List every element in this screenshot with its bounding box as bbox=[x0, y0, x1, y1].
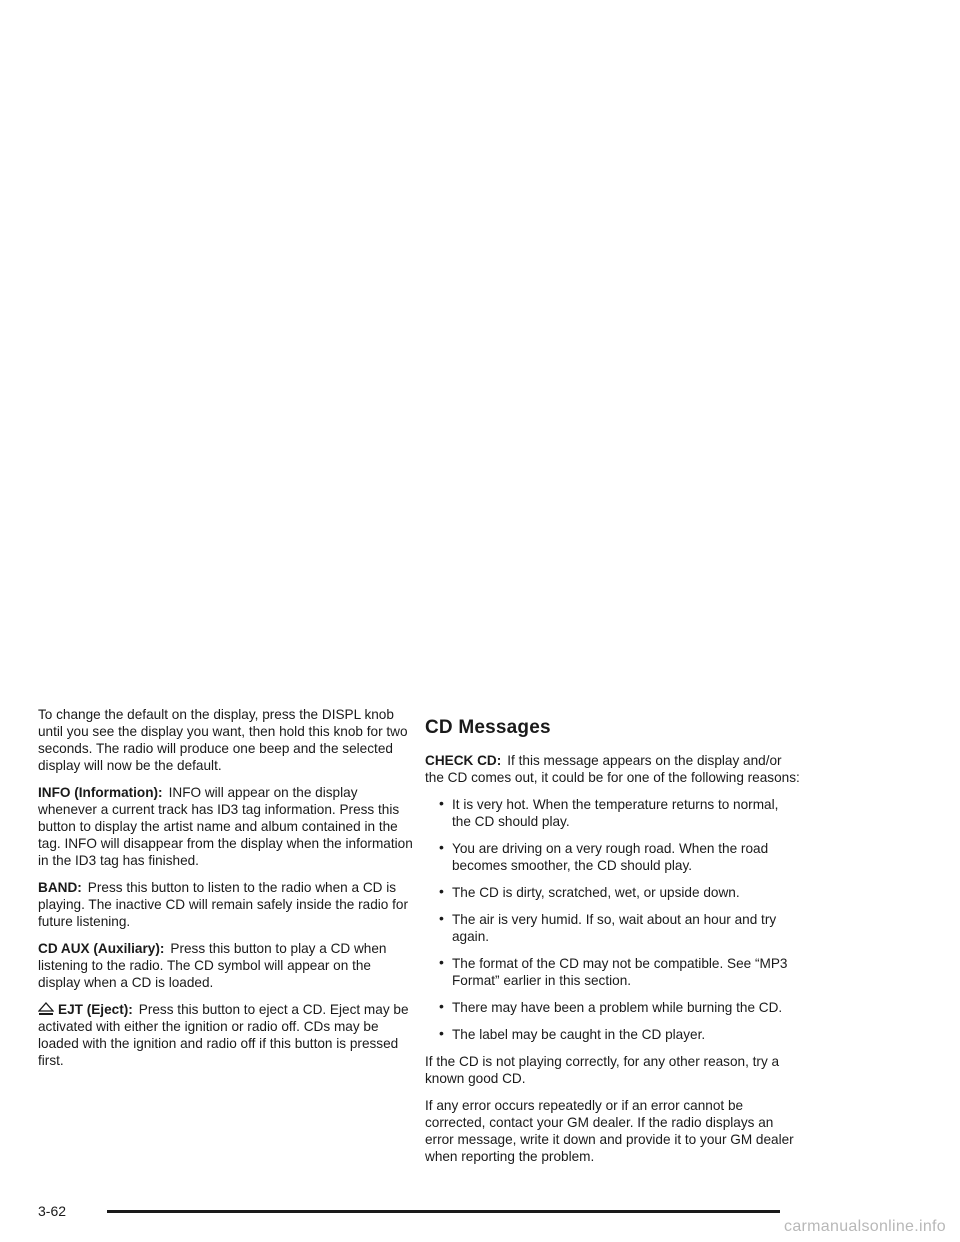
check-cd-text: If this message appears on the display and/or the CD comes out, it could be for one of the following reasons: bbox=[425, 753, 800, 785]
check-cd-paragraph bbox=[425, 752, 800, 786]
list-item: • The air is very humid. If so, wait about an hour and try again. bbox=[425, 911, 800, 945]
info-paragraph bbox=[38, 784, 413, 869]
band-paragraph bbox=[38, 879, 413, 930]
list-item: • You are driving on a very rough road. When the road becomes smoother, the CD should play. bbox=[425, 840, 800, 874]
reasons-list bbox=[425, 796, 800, 1043]
page-number: 3-62 bbox=[38, 1203, 67, 1219]
intro-paragraph: To change the default on the display, press the DISPL knob until you see the display you want, then hold this knob for two seconds. The radio will produce one beep and the selected display will now be the default. bbox=[38, 707, 408, 773]
cdaux-text: Press this button to play a CD when listening to the radio. The CD symbol will appear on the display when a CD is loaded. bbox=[38, 941, 387, 990]
ejt-text: Press this button to eject a CD. Eject may be activated with either the ignition or radio off. CDs may be loaded with the ignition and radio off if this button is pressed first. bbox=[38, 1002, 409, 1068]
cdaux-paragraph bbox=[38, 940, 413, 991]
contact-dealer-paragraph: If any error occurs repeatedly or if an error cannot be corrected, contact your GM dealer. If the radio displays an error message, write it down and provide it to your GM dealer when reporting the problem. bbox=[425, 1098, 794, 1164]
band-term: BAND: bbox=[38, 880, 82, 895]
cdaux-term: CD AUX (Auxiliary): bbox=[38, 941, 165, 956]
info-term: INFO (Information): bbox=[38, 785, 163, 800]
eject-icon bbox=[38, 1002, 54, 1016]
ejt-term: EJT (Eject): bbox=[58, 1002, 133, 1017]
footer-rule bbox=[107, 1210, 780, 1213]
band-text: Press this button to listen to the radio when a CD is playing. The inactive CD will remain safely inside the radio for future listening. bbox=[38, 880, 408, 929]
list-item: • It is very hot. When the temperature returns to normal, the CD should play. bbox=[425, 796, 800, 830]
check-cd-term: CHECK CD: bbox=[425, 753, 502, 768]
info-text: INFO will appear on the display whenever a current track has ID3 tag information. Press this button to display the artist name and album contained in the tag. INFO will disappear from the display when the information in the ID3 tag has finished. bbox=[38, 785, 413, 868]
left-column bbox=[38, 706, 413, 1079]
known-good-cd-paragraph: If the CD is not playing correctly, for any other reason, try a known good CD. bbox=[425, 1054, 780, 1086]
watermark: carmanualsonline.info bbox=[784, 1218, 946, 1235]
list-item: • The CD is dirty, scratched, wet, or upside down. bbox=[425, 884, 800, 901]
right-column bbox=[425, 716, 800, 1175]
list-item: • There may have been a problem while burning the CD. bbox=[425, 999, 800, 1016]
ejt-paragraph bbox=[38, 1001, 413, 1069]
section-heading: CD Messages bbox=[425, 717, 551, 738]
list-item: • The label may be caught in the CD player. bbox=[425, 1026, 800, 1043]
list-item: • The format of the CD may not be compatible. See “MP3 Format” earlier in this section. bbox=[425, 955, 800, 989]
